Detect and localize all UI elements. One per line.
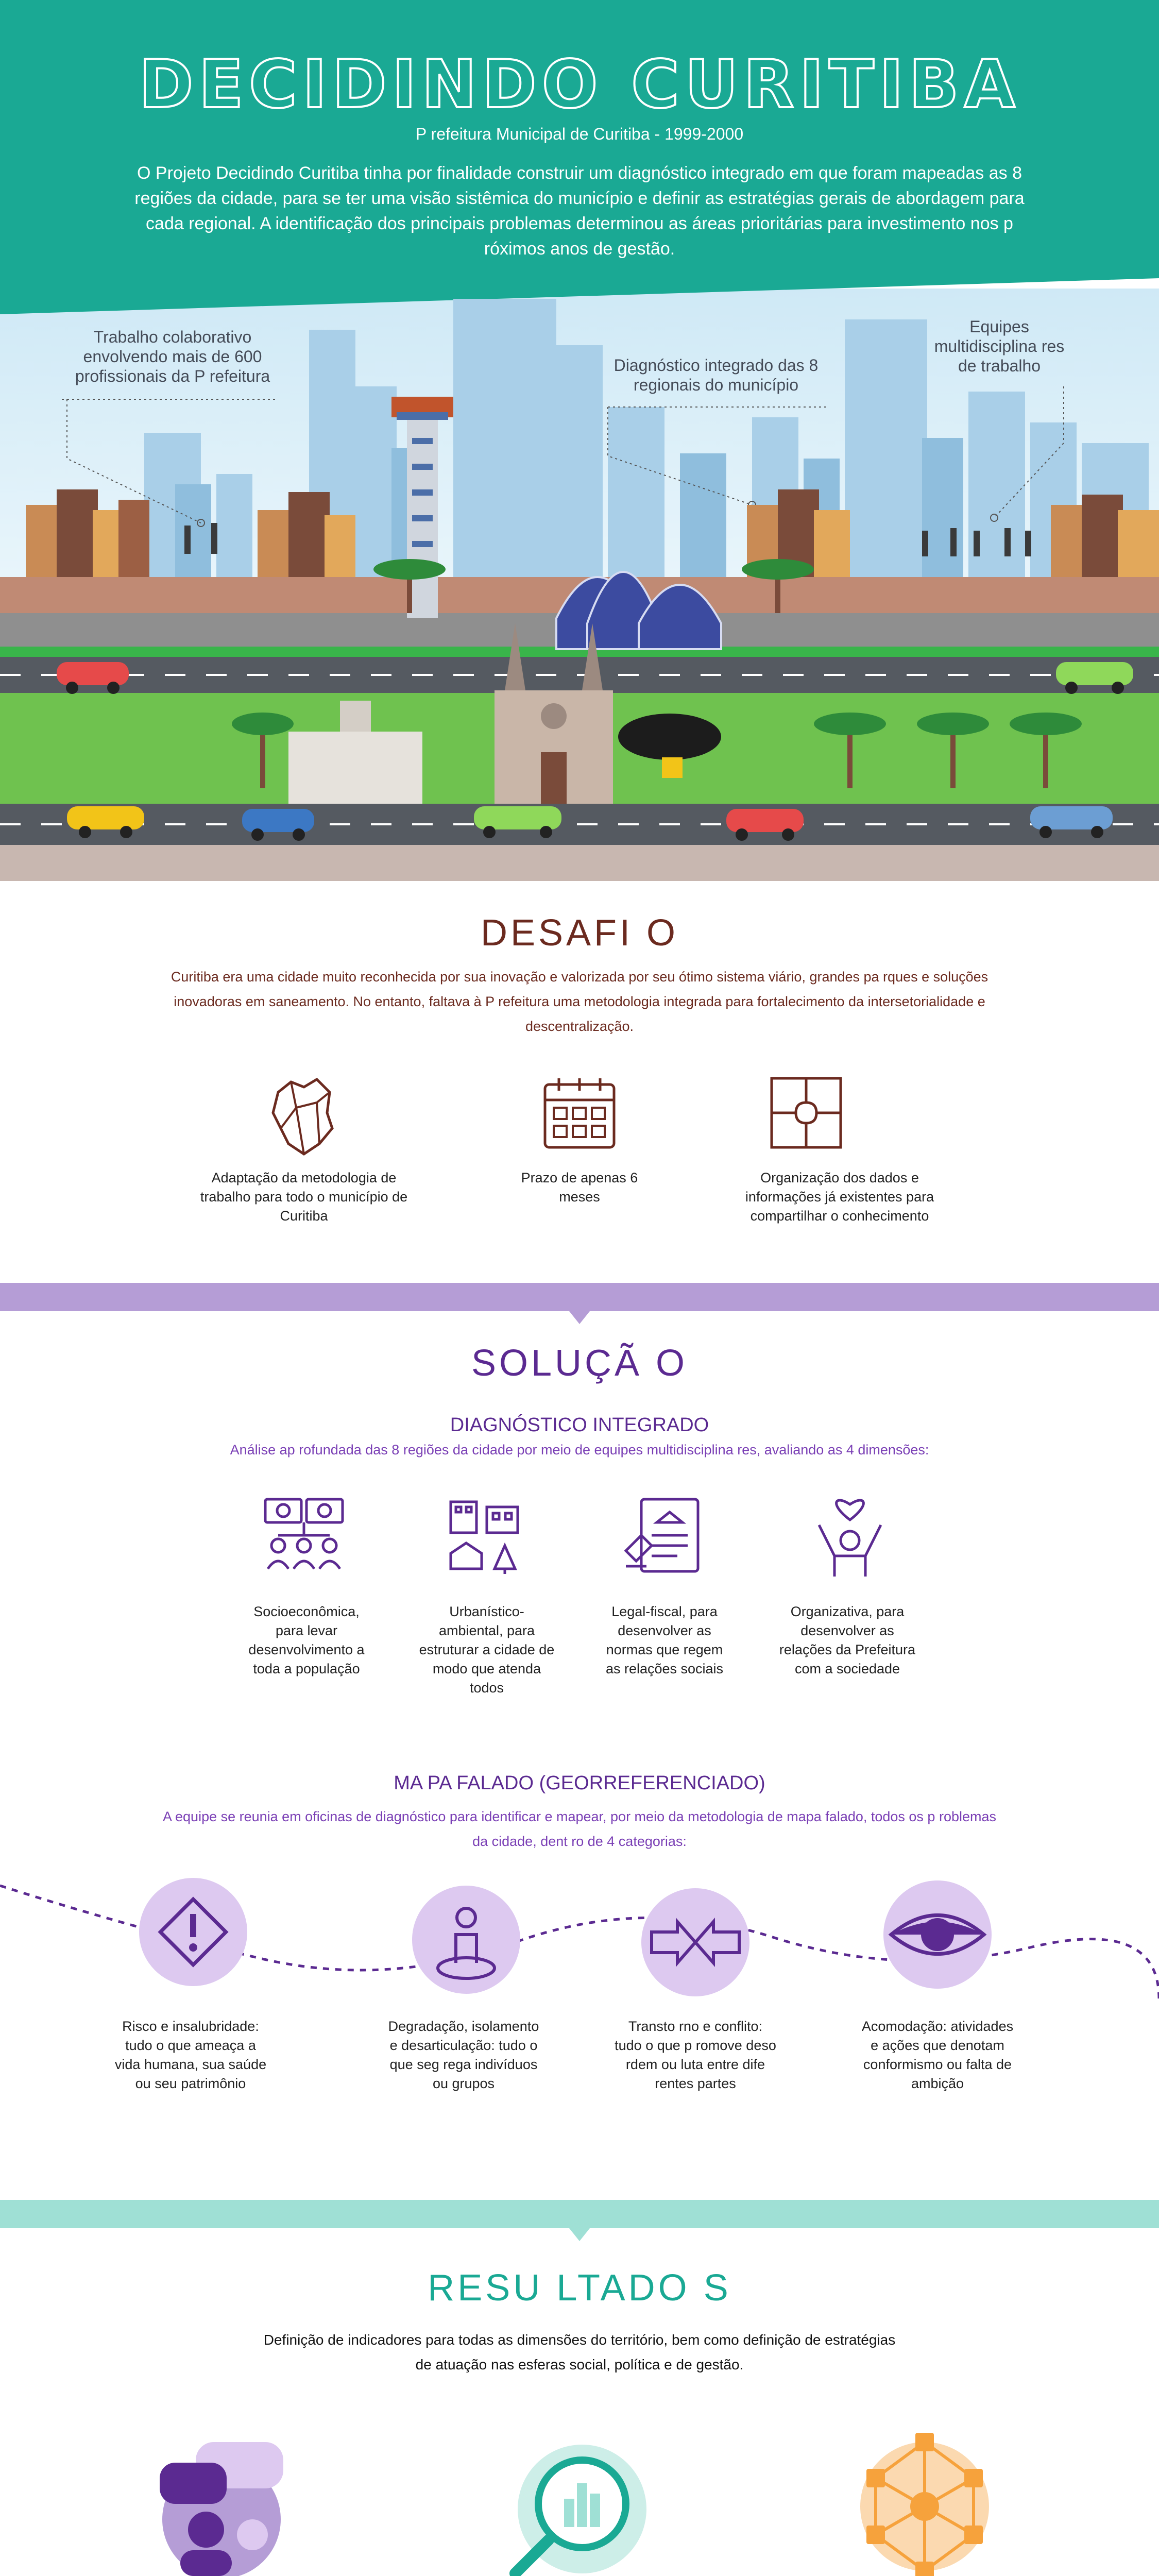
solucao-divider — [0, 1283, 1159, 1329]
diagnostico-text: Análise ap rofundada das 8 regiões da cidade por meio de equipes multidisciplina res, avaliando as 4 dimensões: — [230, 1442, 929, 1458]
people-money-icon — [263, 1497, 345, 1579]
resultados-text: Definição de indicadores para todas as dimensões do território, bem como definição de estratégias de atuação nas esferas social, política e de gestão. — [263, 2332, 896, 2372]
dimension-urbanistico: Urbanístico-ambiental, para estruturar a cidade de modo que atenda todos — [419, 1604, 555, 1696]
resultados-divider — [0, 2200, 1159, 2246]
resultados-title: RESU LTADO S — [428, 2267, 731, 2309]
buildings-icon — [446, 1497, 528, 1579]
page-title: DECIDINDO CURITIBA — [139, 46, 1020, 123]
category-acomodacao: Acomodação: atividades e ações que denotam conformismo ou falta de ambição — [861, 2019, 1014, 2091]
social-chat-icon — [149, 2432, 304, 2576]
solucao-title: SOLUÇÃ O — [471, 1343, 688, 1384]
dimension-organizativa: Organizativa, para desenvolver as relações da Prefeitura com a sociedade — [779, 1604, 916, 1676]
dimension-socioeconomica: Socioeconômica, para levar desenvolvimento a toda a população — [248, 1604, 365, 1676]
mapa-falado-text: A equipe se reunia em oficinas de diagnóstico para identificar e mapear, por meio da metodologia de mapa falado, todos os p roblemas da cidade, dent ro de 4 categorias: — [163, 1809, 996, 1849]
desafio-item-deadline: Prazo de apenas 6 meses — [521, 1170, 638, 1205]
desafio-title: DESAFI O — [480, 912, 679, 954]
desafio-item-methodology: Adaptação da metodologia de trabalho para todo o município de Curitiba — [200, 1170, 408, 1224]
desafio-item-organization: Organização dos dados e informações já existentes para compartilhar o conhecimento — [745, 1170, 934, 1224]
puzzle-icon — [768, 1074, 845, 1151]
page-subtitle: P refeitura Municipal de Curitiba - 1999-2000 — [415, 125, 744, 143]
diagnostico-title: DIAGNÓSTICO INTEGRADO — [450, 1414, 709, 1436]
heart-person-icon — [809, 1494, 891, 1582]
category-degradacao: Degradação, isolamento e desarticulação: tudo o que seg rega indivíduos ou grupos — [388, 2019, 539, 2091]
legal-document-icon — [621, 1494, 708, 1582]
warning-icon — [139, 1878, 247, 1986]
magnifier-chart-icon — [505, 2442, 659, 2576]
mapa-falado-title: MA PA FALADO (GEORREFERENCIADO) — [394, 1772, 765, 1794]
dimension-legal-fiscal: Legal-fiscal, para desenvolver as normas que regem as relações sociais — [605, 1604, 724, 1676]
person-pin-icon — [412, 1886, 520, 1994]
network-icon — [845, 2427, 1004, 2576]
map-icon — [268, 1072, 340, 1159]
caption-multidisciplinary-teams: Equipes multidisciplina res de trabalho — [934, 317, 1065, 375]
desafio-text: Curitiba era uma cidade muito reconhecida por sua inovação e valorizada por seu ótimo sistema viário, grandes pa rques e soluções inovadoras em saneamento. No entanto, faltava à P refeitura uma metodologia integrada para fortalecimento da intersetorialidade e descentralização. — [171, 969, 988, 1034]
category-transtorno: Transto rno e conflito: tudo o que p romove deso rdem ou luta entre dife rentes partes — [615, 2019, 776, 2091]
page-description: O Projeto Decidindo Curitiba tinha por finalidade construir um diagnóstico integrado em que foram mapeadas as 8 regiões da cidade, para se ter uma visão sistêmica do município e definir as estratégias gerais de abordagem para cada regional. A identificação dos principais problemas determinou as áreas prioritárias para investimento nos p róximos anos de gestão. — [134, 163, 1025, 259]
calendar-icon — [541, 1074, 618, 1151]
caption-integrated-diagnosis: Diagnóstico integrado das 8 regionais do município — [613, 356, 819, 394]
eye-icon — [883, 1880, 992, 1989]
conflict-arrows-icon — [641, 1888, 749, 1996]
caption-collaborative-work: Trabalho colaborativo envolvendo mais de 600 profissionais da P refeitura — [75, 328, 270, 385]
category-risco: Risco e insalubridade: tudo o que ameaça a vida humana, sua saúde ou seu patrimônio — [114, 2019, 267, 2091]
